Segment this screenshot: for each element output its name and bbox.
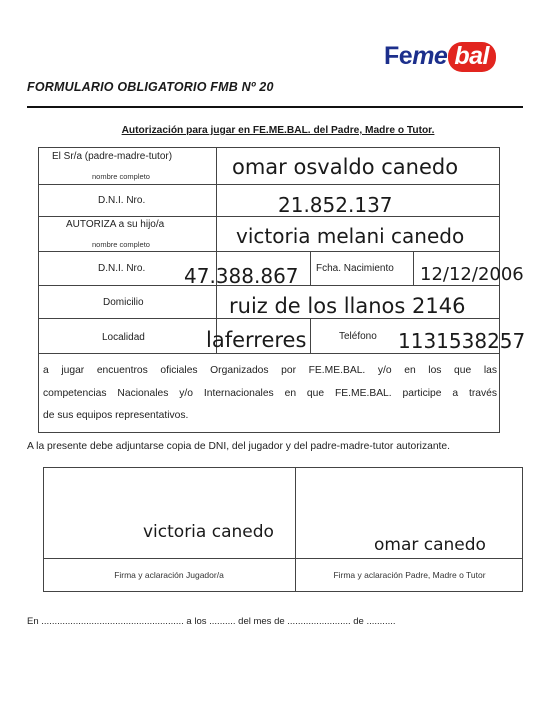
logo-text-fe: Fe (384, 42, 413, 70)
tutor-signature-caption: Firma y aclaración Padre, Madre o Tutor (333, 570, 486, 580)
paragraph-line: de sus equipos representativos. (43, 410, 189, 421)
row-divider (38, 353, 500, 354)
autoriza-label: AUTORIZA a su hijo/a (66, 219, 165, 230)
logo-text-bal: bal (448, 42, 496, 72)
row-divider (38, 318, 500, 319)
tutor-dni-label: D.N.I. Nro. (98, 195, 146, 206)
paragraph-line: competencias Nacionales y/o Internacionales en que FE.ME.BAL. participe a través (43, 387, 497, 399)
city-value: laferreres (206, 328, 307, 352)
birth-date-value: 12/12/2006 (420, 264, 524, 285)
phone-label: Teléfono (339, 331, 377, 342)
column-divider (413, 251, 414, 285)
column-divider (310, 318, 311, 353)
city-label: Localidad (102, 332, 145, 343)
child-dni-value: 47.388.867 (184, 264, 299, 288)
form-subtitle: Autorización para jugar en FE.ME.BAL. del Padre, Madre o Tutor. (121, 125, 435, 136)
tutor-dni-value: 21.852.137 (278, 193, 393, 217)
femebal-logo (384, 42, 496, 72)
signature-row-divider (43, 558, 523, 559)
child-name-value: victoria melani canedo (236, 224, 465, 248)
phone-value: 1131538257 (398, 329, 526, 353)
tutor-name-value: omar osvaldo canedo (232, 155, 459, 179)
player-signature-caption: Firma y aclaración Jugador/a (114, 570, 224, 580)
authorization-paragraph (43, 360, 497, 428)
form-title: FORMULARIO OBLIGATORIO FMB Nº 20 (27, 80, 274, 94)
header-divider (27, 106, 523, 108)
logo-text-me: me (412, 42, 448, 70)
column-divider (310, 251, 311, 285)
row-divider (38, 216, 500, 217)
birth-date-label: Fcha. Nacimiento (316, 263, 394, 274)
row-divider (38, 251, 500, 252)
attachment-note: A la presente debe adjuntarse copia de DNI, del jugador y del padre-madre-tutor autorizante. (27, 441, 451, 452)
tutor-sublabel: nombre completo (92, 172, 150, 181)
tutor-label: El Sr/a (padre-madre-tutor) (52, 151, 173, 162)
tutor-signature: omar canedo (374, 535, 486, 555)
row-divider (38, 184, 500, 185)
child-dni-label: D.N.I. Nro. (98, 263, 146, 274)
address-value: ruiz de los llanos 2146 (229, 294, 466, 318)
player-signature: victoria canedo (143, 522, 274, 542)
child-sublabel: nombre completo (92, 240, 150, 249)
paragraph-line: a jugar encuentros oficiales Organizados por FE.ME.BAL. y/o en los que las (43, 365, 497, 376)
date-place-line: En ...................................................... a los .......... del mes de ........................ de ........... (27, 616, 396, 627)
column-divider (216, 147, 217, 353)
address-label: Domicilio (103, 297, 144, 308)
